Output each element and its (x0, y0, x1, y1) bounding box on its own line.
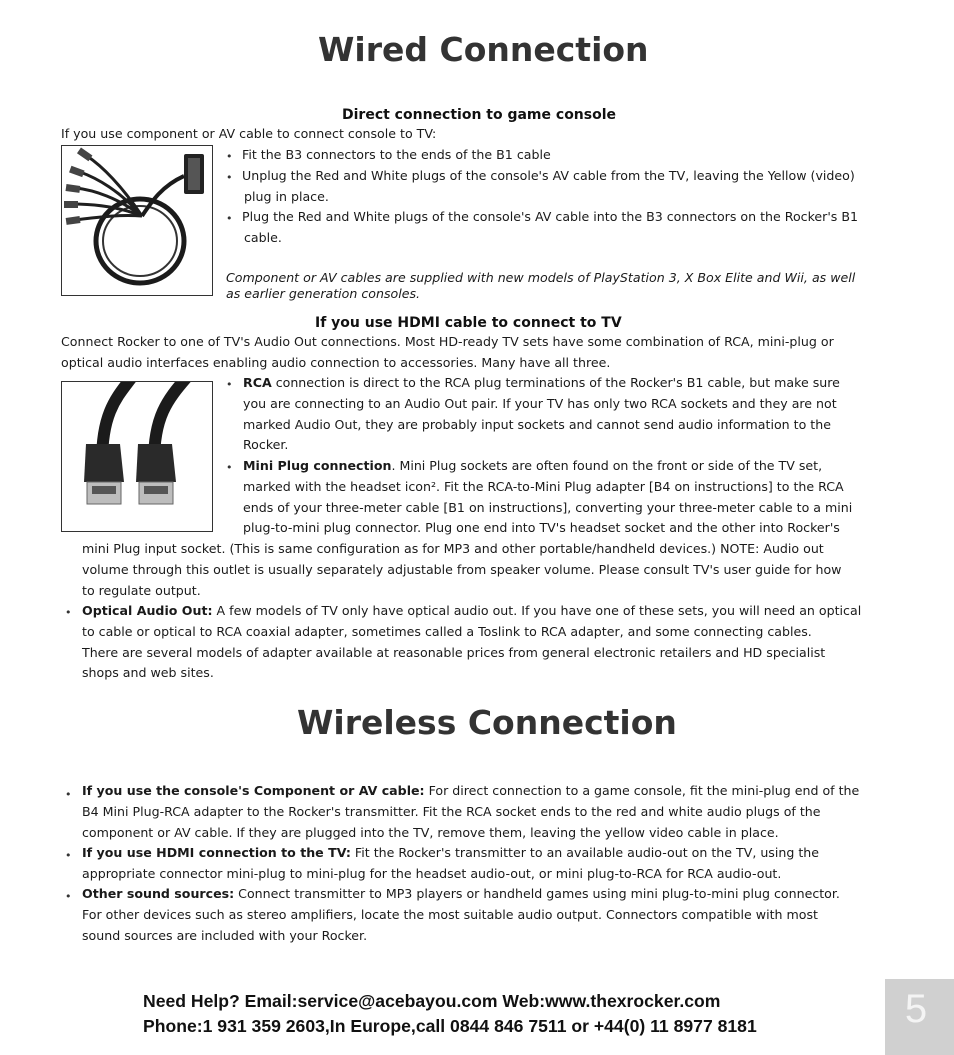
rca-bullet: RCA connection is direct to the RCA plug terminations of the Rocker's B1 cable, but make sure you are connecting to an Audio Out pair. If your TV has only two RCA sockets and they are not marked Audio Out, they are probably input sockets and cannot send audio information to the Rocker. (243, 375, 840, 453)
wireless-item-other: Other sound sources: Connect transmitter to MP3 players or handheld games using mini plug-to-mini plug connector. For other devices such as stereo amplifiers, locate the most suitable audio output. Connectors compatible with most sound sources are included with your Rocker. (82, 886, 840, 943)
bullet-marker: • (226, 461, 233, 474)
hdmi-cable-image (61, 381, 213, 532)
direct-connection-heading: Direct connection to game console (342, 107, 617, 123)
wireless-connection-title: Wireless Connection (297, 703, 677, 742)
rca-label: RCA (243, 375, 272, 390)
wireless-item-av: If you use the console's Component or AV cable: For direct connection to a game console, fit the mini-plug end of the B4 Mini Plug-RCA adapter to the Rocker's transmitter. Fit the RCA socket ends to the red and white audio plugs of the component or AV cable. If they are plugged into the TV, remove them, leaving the yellow video cable in place. (82, 783, 860, 840)
bullet-marker: • (65, 606, 72, 619)
direct-intro: If you use component or AV cable to connect console to TV: (61, 126, 437, 141)
wired-connection-title: Wired Connection (318, 30, 649, 69)
av-cable-icon (62, 146, 212, 295)
page-number-box (885, 979, 954, 1055)
hdmi-intro: Connect Rocker to one of TV's Audio Out connections. Most HD-ready TV sets have some combination of RCA, mini-plug or optical audio interfaces enabling audio connection to accessories. Many have all three. (61, 334, 834, 370)
bullet-marker: • (226, 378, 233, 391)
mini-plug-bullet: Mini Plug connection. Mini Plug sockets are often found on the front or side of the TV set, marked with the headset icon². Fit the RCA-to-Mini Plug adapter [B4 on instructions] to the RCA ends of your three-meter cable [B1 on instructions], converting your three-meter cable to a mini plug-to-mini plug connector. Plug one end into TV's headset socket and the other into Rocker's (243, 458, 853, 536)
direct-bullet-3: Plug the Red and White plugs of the console's AV cable into the B3 connectors on the Rocker's B1 cable. (242, 209, 859, 245)
console-cable-note: Component or AV cables are supplied with new models of PlayStation 3, X Box Elite and Wii, as well as earlier generation consoles. (226, 270, 856, 301)
bullet-marker: • (226, 212, 233, 225)
bullet-marker: • (65, 849, 72, 862)
mini-plug-continued: mini Plug input socket. (This is same configuration as for MP3 and other portable/handheld devices.) NOTE: Audio out volume through this outlet is usually separately adjustable from speaker volume. Please consult TV's user guide for how to regulate output. (82, 541, 842, 598)
mini-plug-label: Mini Plug connection (243, 458, 392, 473)
optical-label: Optical Audio Out: (82, 603, 213, 618)
direct-bullet-2: Unplug the Red and White plugs of the console's AV cable from the TV, leaving the Yellow (video) plug in place. (242, 168, 855, 204)
bullet-marker: • (65, 890, 72, 903)
wireless-item-hdmi: If you use HDMI connection to the TV: Fit the Rocker's transmitter to an available audio-out on the TV, using the appropriate connector mini-plug to mini-plug for the headset audio-out, or mini plug-to-RCA for RCA audio-out. (82, 845, 820, 881)
phone-contact-line: Phone:1 931 359 2603,In Europe,call 0844 846 7511 or +44(0) 11 8977 8181 (143, 1016, 757, 1036)
bullet-marker: • (226, 150, 233, 163)
direct-bullet-1: Fit the B3 connectors to the ends of the B1 cable (242, 147, 551, 162)
bullet-marker: • (65, 788, 72, 801)
hdmi-cable-icon (62, 382, 212, 531)
page-number: 5 (904, 987, 928, 1031)
optical-bullet: Optical Audio Out: A few models of TV only have optical audio out. If you have one of these sets, you will need an optical to cable or optical to RCA coaxial adapter, sometimes called a Toslink to RCA adapter, and some connecting cables. There are several models of adapter available at reasonable prices from general electronic retailers and HD specialist shops and web sites. (82, 603, 862, 681)
help-contact-line: Need Help? Email:service@acebayou.com Web:www.thexrocker.com (143, 991, 721, 1011)
bullet-marker: • (226, 171, 233, 184)
hdmi-heading: If you use HDMI cable to connect to TV (315, 315, 622, 331)
av-cable-image (61, 145, 213, 296)
